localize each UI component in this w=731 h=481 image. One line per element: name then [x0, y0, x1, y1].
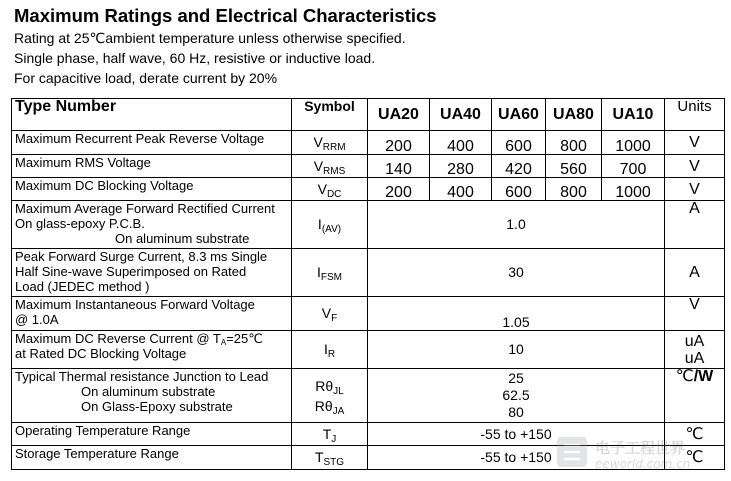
value-vrms-ua10: 700: [602, 155, 665, 178]
param-ir: Maximum DC Reverse Current @ $T_A=25℃$ at Rated DC Blocking Voltage: [12, 331, 292, 369]
value-vdc-ua60: 600: [492, 178, 546, 201]
header-model-ua80: UA80: [546, 99, 602, 131]
unit-iav: A: [665, 201, 725, 249]
unit-vrrm: V: [665, 131, 725, 155]
unit-ir: uA uA: [665, 331, 725, 369]
value-stg-temp: -55 to +150: [368, 446, 665, 470]
param-ifsm: Peak Forward Surge Current, 8.3 ms Single Half Sine-wave Superimposed on Rated Load (JEDEC method ): [12, 249, 292, 297]
symbol-ifsm: $I_{FSM}$: [292, 249, 368, 297]
param-vrrm: Maximum Recurrent Peak Reverse Voltage: [12, 131, 292, 155]
param-vrms: Maximum RMS Voltage: [12, 155, 292, 178]
row-vrrm: [12, 131, 725, 155]
header-model-ua10: UA10: [602, 99, 665, 131]
unit-thermal: ℃/W: [665, 369, 725, 423]
value-ir: 10: [368, 331, 665, 369]
row-ifsm: [12, 249, 725, 297]
row-vrms: [12, 155, 725, 178]
svg-text:eeworld.com.cn: eeworld.com.cn: [595, 457, 691, 471]
value-vrms-ua20: 140: [368, 155, 430, 178]
capacitive-note: For capacitive load, derate current by 20%: [14, 70, 278, 86]
header-model-ua20: UA20: [368, 99, 430, 131]
symbol-thermal: $R\theta_{JL}$ $R\theta_{JA}$: [292, 369, 368, 423]
row-thermal: [12, 369, 725, 423]
header-section: [14, 4, 724, 88]
unit-vdc: V: [665, 178, 725, 201]
header-symbol: Symbol: [292, 99, 368, 131]
symbol-op-temp: $T_J$: [292, 423, 368, 446]
param-iav: Maximum Average Forward Rectified Current On glass-epoxy P.C.B. On aluminum substrate: [12, 201, 292, 249]
value-vrrm-ua60: 600: [492, 131, 546, 155]
symbol-vf: $V_F$: [292, 297, 368, 331]
unit-stg-temp: ℃: [665, 446, 725, 470]
svg-text:电子工程世界: 电子工程世界: [595, 439, 686, 457]
value-vrms-ua80: 560: [546, 155, 602, 178]
row-vf: [12, 297, 725, 331]
value-vrrm-ua20: 200: [368, 131, 430, 155]
value-op-temp: -55 to +150: [368, 423, 665, 446]
load-note: Single phase, half wave, 60 Hz, resistive or inductive load.: [14, 50, 376, 66]
header-type-number: Type Number: [12, 99, 292, 131]
symbol-vdc: $V_{DC}$: [292, 178, 368, 201]
value-ifsm: 30: [368, 249, 665, 297]
symbol-ir: $I_R$: [292, 331, 368, 369]
value-vrms-ua40: 280: [430, 155, 492, 178]
unit-vrms: V: [665, 155, 725, 178]
param-stg-temp: Storage Temperature Range: [12, 446, 292, 470]
symbol-iav: $I_{(AV)}$: [292, 201, 368, 249]
value-vrrm-ua80: 800: [546, 131, 602, 155]
param-vdc: Maximum DC Blocking Voltage: [12, 178, 292, 201]
row-vdc: [12, 178, 725, 201]
symbol-vrrm: $V_{RRM}$: [292, 131, 368, 155]
unit-ifsm: A: [665, 249, 725, 297]
unit-vf: V: [665, 297, 725, 331]
page-title: Maximum Ratings and Electrical Characteristics: [14, 5, 437, 26]
unit-op-temp: ℃: [665, 423, 725, 446]
value-vf: 1.05: [368, 297, 665, 331]
rating-note: Rating at 25℃ambient temperature unless otherwise specified.: [14, 30, 406, 46]
header-model-ua60: UA60: [492, 99, 546, 131]
value-vdc-ua10: 1000: [602, 178, 665, 201]
table-header-row: [12, 99, 725, 131]
row-iav: [12, 201, 725, 249]
row-ir: [12, 331, 725, 369]
symbol-vrms: $V_{RMS}$: [292, 155, 368, 178]
value-vdc-ua20: 200: [368, 178, 430, 201]
param-op-temp: Operating Temperature Range: [12, 423, 292, 446]
param-vf: Maximum Instantaneous Forward Voltage @ 1.0A: [12, 297, 292, 331]
value-thermal: 25 62.5 80: [368, 369, 665, 423]
ratings-table: [11, 98, 725, 470]
value-vrms-ua60: 420: [492, 155, 546, 178]
eeworld-watermark-logo: [555, 431, 725, 473]
value-vrrm-ua10: 1000: [602, 131, 665, 155]
value-iav: 1.0: [368, 201, 665, 249]
value-vdc-ua80: 800: [546, 178, 602, 201]
symbol-stg-temp: $T_{STG}$: [292, 446, 368, 470]
value-vdc-ua40: 400: [430, 178, 492, 201]
header-units: Units: [665, 99, 725, 131]
param-thermal: Typical Thermal resistance Junction to Lead On aluminum substrate On Glass-Epoxy substrate: [12, 369, 292, 423]
value-vrrm-ua40: 400: [430, 131, 492, 155]
header-model-ua40: UA40: [430, 99, 492, 131]
